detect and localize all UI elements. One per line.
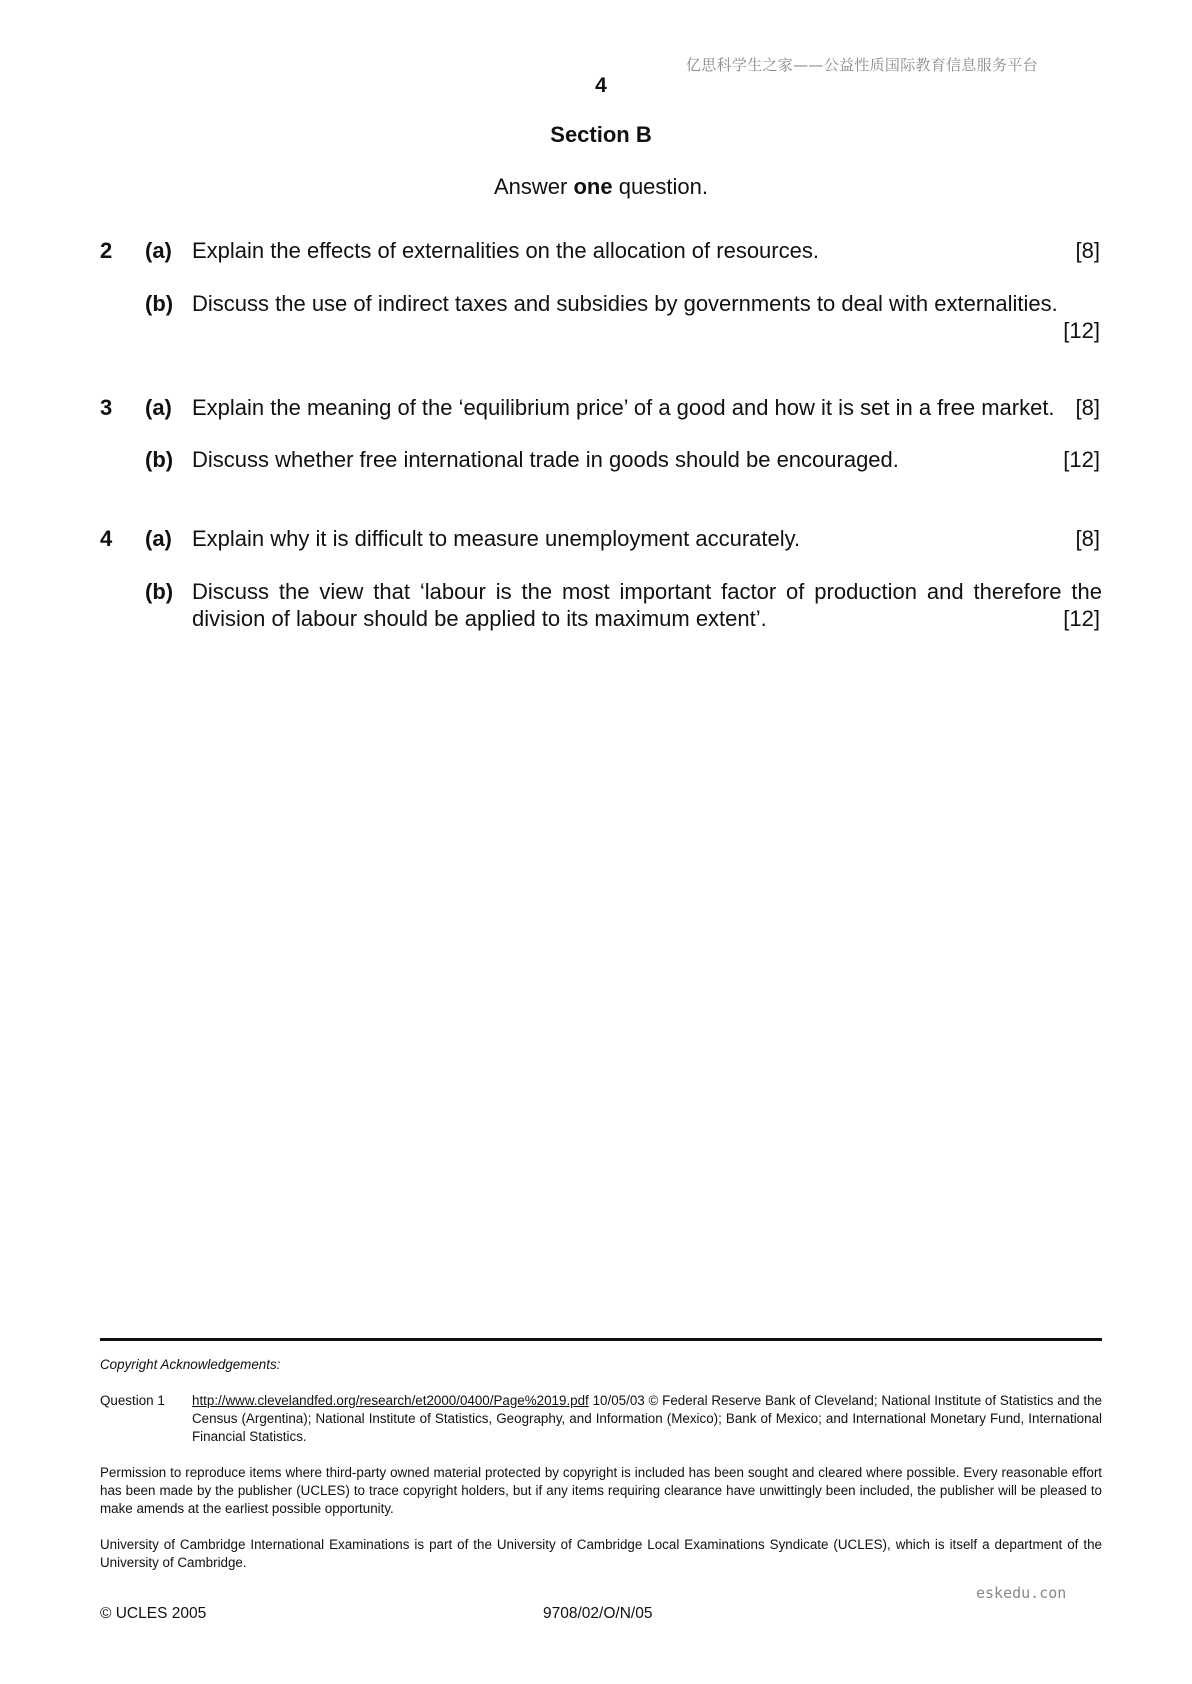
footer-rule	[100, 1338, 1102, 1341]
paper-code: 9708/02/O/N/05	[543, 1605, 653, 1622]
source-text: 10/05/03 © Federal Reserve Bank of Cleveland; National Institute of Statistics and the Census (Argentina); National Institute of Statistics, Geography, and Information (Mexico); Bank of Mexico; and International Monetary Fund, International Financial Statistics.	[192, 1393, 1102, 1444]
question-1-source	[192, 1392, 1102, 1446]
permission-notice: Permission to reproduce items where third-party owned material protected by copyright is included has been sought and cleared where possible. Every reasonable effort has been made by the publisher (UCLES) to trace copyright holders, but if any items requiring clearance have unwittingly been included, the publisher will be pleased to make amends at the earliest possible opportunity.	[100, 1465, 1102, 1516]
marks: [12]	[1063, 318, 1100, 343]
question-1-label: Question 1	[100, 1393, 165, 1408]
instruction-before: Answer	[493, 174, 574, 199]
source-link[interactable]: http://www.clevelandfed.org/research/et2000/0400/Page%2019.pdf	[192, 1393, 589, 1408]
question-text: Explain why it is difficult to measure unemployment accurately.	[192, 526, 801, 551]
copyright-notice: © UCLES 2005	[100, 1605, 207, 1622]
question-text: Discuss the use of indirect taxes and subsidies by governments to deal with externalities.	[192, 291, 1058, 316]
question-text: Discuss whether free international trade in goods should be encouraged.	[192, 447, 899, 472]
copyright-acknowledgements-heading: Copyright Acknowledgements:	[100, 1357, 281, 1372]
marks: [8]	[1075, 526, 1100, 551]
section-title: Section B	[550, 122, 652, 147]
marks: [8]	[1075, 395, 1100, 420]
ucles-notice: University of Cambridge International Examinations is part of the University of Cambridge Local Examinations Syndicate (UCLES), which is itself a department of the University of Cambridge.	[100, 1537, 1102, 1570]
question-number: 2	[100, 238, 113, 263]
question-text: Discuss the view that ‘labour is the most important factor of production and therefore the division of labour should be applied to its maximum extent’.	[192, 579, 1102, 631]
instruction	[0, 174, 1192, 200]
part-label: (a)	[145, 526, 172, 551]
page-number: 4	[595, 74, 607, 97]
question-text: Explain the effects of externalities on the allocation of resources.	[192, 238, 819, 263]
watermark-bottom: eskedu.con	[976, 1584, 1067, 1602]
marks: [8]	[1075, 238, 1100, 263]
instruction-after: question.	[612, 174, 708, 199]
marks: [12]	[1063, 447, 1100, 472]
watermark-top: 亿思科学生之家——公益性质国际教育信息服务平台	[686, 56, 1038, 74]
marks: [12]	[1063, 606, 1100, 631]
part-label: (b)	[145, 447, 174, 472]
part-label: (b)	[145, 291, 174, 316]
question-number: 4	[100, 526, 113, 551]
part-label: (a)	[145, 395, 172, 420]
part-label: (a)	[145, 238, 172, 263]
part-label: (b)	[145, 579, 174, 604]
question-number: 3	[100, 395, 113, 420]
question-text: Explain the meaning of the ‘equilibrium price’ of a good and how it is set in a free market.	[192, 395, 1055, 420]
instruction-bold: one	[573, 174, 613, 199]
